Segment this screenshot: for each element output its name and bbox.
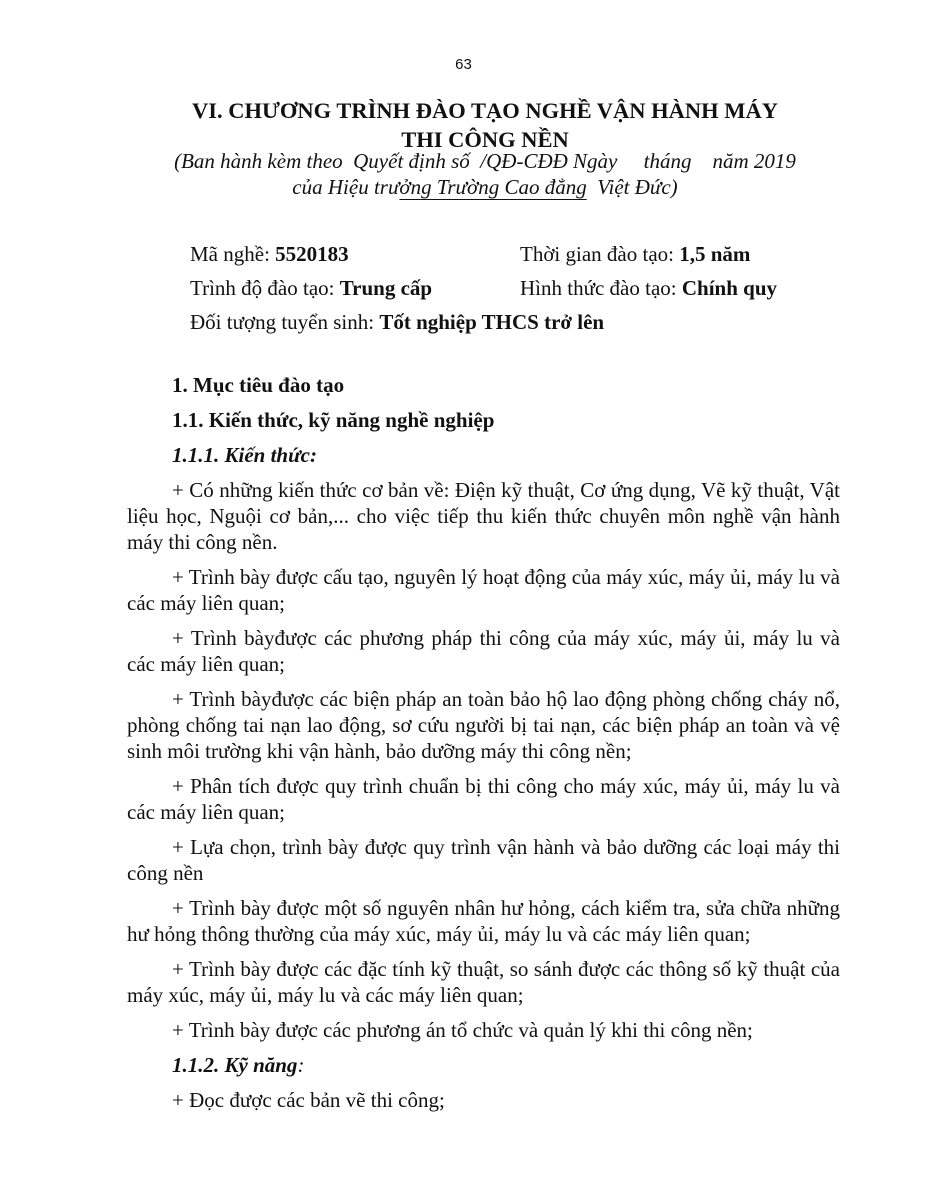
heading-kien-thuc: 1.1.1. Kiến thức: <box>172 443 318 467</box>
kien-thuc-item: + Có những kiến thức cơ bản về: Điện kỹ thuật, Cơ ứng dụng, Vẽ kỹ thuật, Vật liệu học, Nguội cơ bản,... cho việc tiếp thu kiến thức chuyên môn nghề vận hành máy thi công nền. <box>127 478 840 554</box>
heading-ky-nang <box>127 1052 840 1078</box>
document-title <box>120 96 850 154</box>
hinh-thuc-dao-tao <box>520 274 777 302</box>
kien-thuc-item: + Trình bày được các phương án tổ chức và quản lý khi thi công nền; <box>172 1018 753 1042</box>
trinh-do-label: Trình độ đào tạo: <box>190 276 340 300</box>
info-row-3 <box>190 308 830 336</box>
ma-nghe <box>190 242 349 266</box>
kien-thuc-item: + Trình bày được một số nguyên nhân hư hỏng, cách kiểm tra, sửa chữa những hư hỏng thông thường của máy xúc, máy ủi, máy lu và các máy liên quan; <box>127 896 840 946</box>
kien-thuc-item: + Trình bàyđược các biện pháp an toàn bảo hộ lao động phòng chống cháy nổ, phòng chống tai nạn lao động, sơ cứu người bị tai nạn, các biện pháp an toàn và vệ sinh môi trường khi vận hành, bảo dưỡng máy thi công nền; <box>127 687 840 763</box>
thoi-gian-label: Thời gian đào tạo: <box>520 242 680 266</box>
subtitle-line-2-end: Việt Đức) <box>586 175 678 199</box>
kien-thuc-item: + Trình bày được cấu tạo, nguyên lý hoạt động của máy xúc, máy ủi, máy lu và các máy liên quan; <box>127 565 840 615</box>
doi-tuong-label: Đối tượng tuyển sinh: <box>190 310 380 334</box>
hinh-thuc-value: Chính quy <box>681 276 778 300</box>
subtitle-line-2-start: của Hiệu trư <box>292 175 400 199</box>
ma-nghe-value: 5520183 <box>275 242 349 266</box>
heading-ky-nang-text: 1.1.2. Kỹ năng <box>172 1053 298 1077</box>
title-line-2: THI CÔNG NỀN <box>401 127 569 152</box>
ma-nghe-label: Mã nghề: <box>190 242 276 266</box>
heading-muc-tieu: 1. Mục tiêu đào tạo <box>172 373 345 397</box>
heading-ky-nang-colon: : <box>297 1053 305 1077</box>
trinh-do-dao-tao <box>190 276 432 300</box>
kien-thuc-item: + Phân tích được quy trình chuẩn bị thi công cho máy xúc, máy ủi, máy lu và các máy liên quan; <box>127 774 840 824</box>
info-row-2 <box>190 274 830 302</box>
kien-thuc-item: + Lựa chọn, trình bày được quy trình vận hành và bảo dưỡng các loại máy thi công nền <box>127 835 840 885</box>
info-row-1 <box>190 240 830 268</box>
doi-tuong-tuyen-sinh <box>190 310 604 334</box>
subtitle-line-2-underlined: ởng Trường Cao đẳng <box>399 175 587 199</box>
thoi-gian-value: 1,5 năm <box>679 242 751 266</box>
trinh-do-value: Trung cấp <box>339 276 433 300</box>
hinh-thuc-label: Hình thức đào tạo: <box>520 276 682 300</box>
subtitle-line-2 <box>120 174 850 200</box>
ky-nang-item: + Đọc được các bản vẽ thi công; <box>172 1088 445 1112</box>
kien-thuc-item: + Trình bàyđược các phương pháp thi công của máy xúc, máy ủi, máy lu và các máy liên quan; <box>127 626 840 676</box>
doi-tuong-value: Tốt nghiệp THCS trở lên <box>379 310 605 334</box>
subtitle-line-1: (Ban hành kèm theo Quyết định số /QĐ-CĐĐ Ngày tháng năm 2019 <box>174 149 796 173</box>
thoi-gian-dao-tao <box>520 240 750 268</box>
document-body <box>127 372 840 1122</box>
title-line-1: VI. CHƯƠNG TRÌNH ĐÀO TẠO NGHỀ VẬN HÀNH MÁY <box>191 98 779 123</box>
page-number: 63 <box>455 56 472 73</box>
kien-thuc-item: + Trình bày được các đặc tính kỹ thuật, so sánh được các thông số kỹ thuật của máy xúc, máy ủi, máy lu và các máy liên quan; <box>127 957 840 1007</box>
document-subtitle <box>120 148 850 200</box>
heading-kien-thuc-ky-nang: 1.1. Kiến thức, kỹ năng nghề nghiệp <box>172 408 495 432</box>
